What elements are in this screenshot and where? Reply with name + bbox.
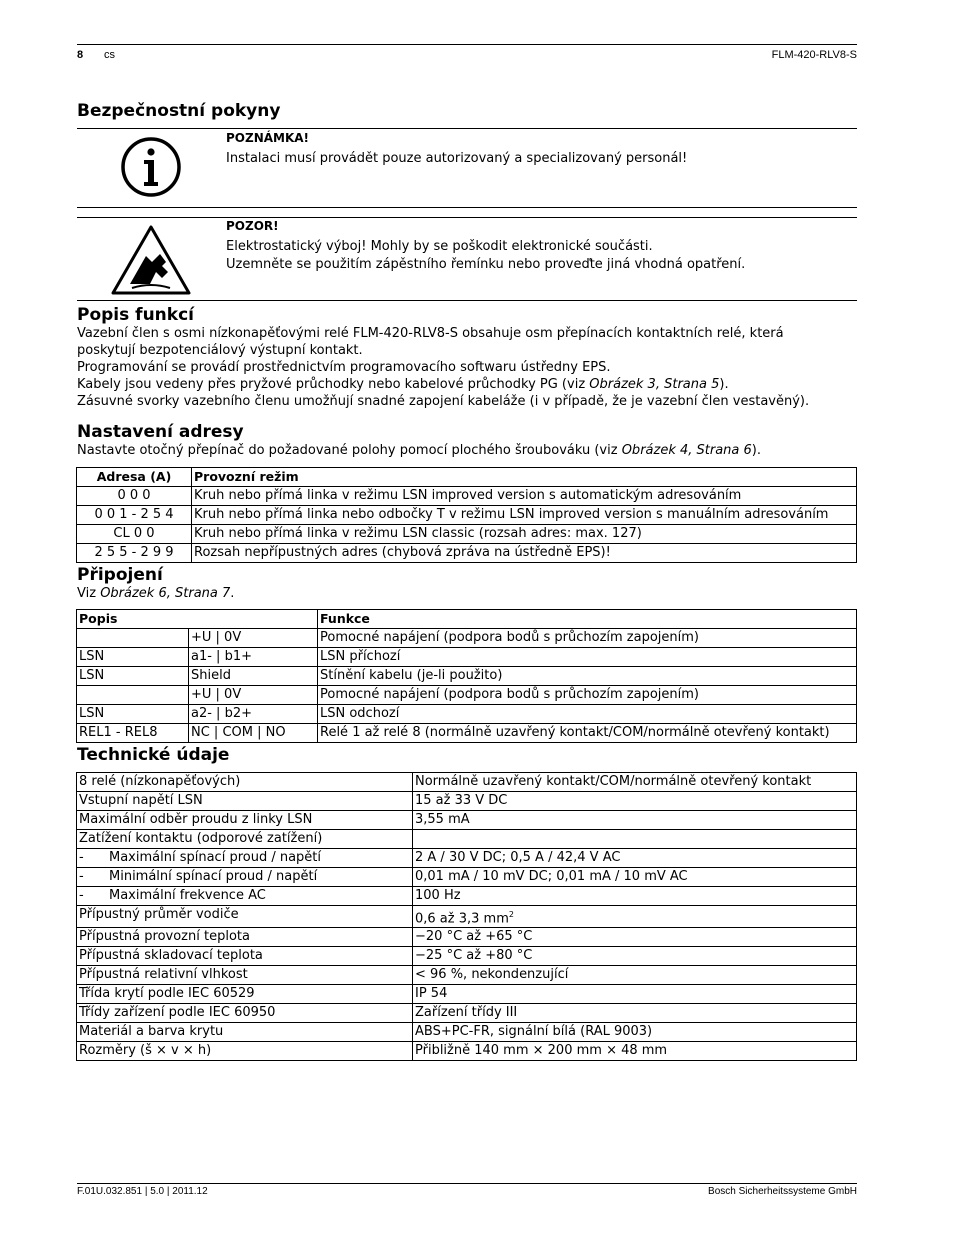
- terminal-function-cell: Pomocné napájení (podpora bodů s průchozím zapojením): [318, 686, 857, 705]
- caution-label: POZOR!: [226, 219, 279, 233]
- figure-4-reference[interactable]: Obrázek 4, Strana 6: [621, 443, 752, 458]
- function-line-4-end: ).: [719, 377, 729, 392]
- table-row: [77, 1023, 857, 1042]
- tech-value-cell: [413, 868, 857, 887]
- table-row: [77, 792, 857, 811]
- table-row: [77, 686, 857, 705]
- list-dash: -: [79, 888, 84, 903]
- table-row: [77, 985, 857, 1004]
- table-row: [77, 724, 857, 743]
- tech-label-cell: [77, 792, 413, 811]
- tech-value: −20 °C až +65 °C: [415, 929, 533, 945]
- tech-value: Přibližně 140 mm × 200 mm × 48 mm: [415, 1043, 668, 1059]
- table-row: [77, 1004, 857, 1023]
- note-label: POZNÁMKA!: [226, 131, 310, 145]
- connection-table-header: [77, 610, 857, 629]
- tech-value: −25 °C až +80 °C: [415, 948, 533, 964]
- tech-label-cell: [77, 928, 413, 947]
- tech-value: 15 až 33 V DC: [415, 793, 508, 808]
- connection-ref-prefix: Viz: [77, 586, 101, 601]
- tech-label-cell: [77, 966, 413, 985]
- terminal-group-cell: LSN: [77, 648, 189, 667]
- table-row: [77, 629, 857, 648]
- tech-value-cell: [413, 811, 857, 830]
- mode-cell: Kruh nebo přímá linka v režimu LSN improved version s automatickým adresováním: [192, 487, 857, 506]
- table-row: [77, 849, 857, 868]
- terminal-group-cell: LSN: [77, 667, 189, 686]
- footer-company: Bosch Sicherheitssysteme GmbH: [708, 1186, 857, 1197]
- tech-label-cell: [77, 849, 413, 868]
- terminal-cell: +U | 0V: [189, 686, 318, 705]
- tech-value: < 96 %, nekondenzující: [415, 967, 569, 983]
- table-row: [77, 667, 857, 686]
- table-row: [77, 868, 857, 887]
- address-heading: Nastavení adresy: [77, 422, 244, 442]
- tech-value-cell: [413, 1042, 857, 1061]
- info-icon: [120, 136, 182, 198]
- table-row: [77, 648, 857, 667]
- address-table-header: [77, 468, 857, 487]
- terminal-cell: +U | 0V: [189, 629, 318, 648]
- caution-line-1: Elektrostatický výboj! Mohly by se poškodit elektronické součásti.: [226, 239, 653, 254]
- tech-label-cell: [77, 887, 413, 906]
- terminal-function-cell: Stínění kabelu (je-li použito): [318, 667, 857, 686]
- terminal-function-cell: LSN odchozí: [318, 705, 857, 724]
- product-code: FLM-420-RLV8-S: [771, 49, 857, 61]
- connection-reference-text: [77, 585, 857, 602]
- mode-col-header: Provozní režim: [192, 468, 857, 487]
- function-col-header: Funkce: [318, 610, 857, 629]
- tech-value: 0,01 mA / 10 mV DC; 0,01 mA / 10 mV AC: [415, 869, 688, 884]
- tech-label: Vstupní napětí LSN: [79, 793, 203, 808]
- tech-label: Přípustný průměr vodiče: [79, 907, 239, 922]
- function-line-4-text: Kabely jsou vedeny přes pryžové průchodky nebo kabelové průchodky PG (viz: [77, 377, 590, 392]
- address-text-end: ).: [751, 443, 762, 458]
- tech-value-cell: [413, 928, 857, 947]
- figure-3-reference[interactable]: Obrázek 3, Strana 5: [589, 377, 720, 392]
- tech-label-cell: [77, 830, 413, 849]
- tech-label-cell: [77, 985, 413, 1004]
- terminal-function-cell: Relé 1 až relé 8 (normálně uzavřený kontakt/COM/normálně otevřený kontakt): [318, 724, 857, 743]
- tech-label-cell: [77, 1023, 413, 1042]
- tech-label-cell: [77, 1042, 413, 1061]
- tech-value: 2 A / 30 V DC; 0,5 A / 42,4 V AC: [415, 850, 621, 865]
- address-text: [77, 442, 857, 459]
- terminal-group-cell: [77, 629, 189, 648]
- tech-value-cell: [413, 830, 857, 849]
- page-number: 8: [77, 49, 84, 61]
- terminal-cell: NC | COM | NO: [189, 724, 318, 743]
- connection-heading: Připojení: [77, 565, 163, 585]
- table-row: [77, 506, 857, 525]
- terminal-function-cell: LSN příchozí: [318, 648, 857, 667]
- terminal-group-cell: [77, 686, 189, 705]
- address-cell: 2 5 5 - 2 9 9: [77, 544, 192, 563]
- table-row: [77, 947, 857, 966]
- tech-label: Přípustná relativní vlhkost: [79, 967, 248, 983]
- function-line-1: Vazební člen s osmi nízkonapěťovými relé FLM-420-RLV8-S obsahuje osm přepínacích kontaktních relé, která: [77, 326, 784, 341]
- description-col-header: Popis: [77, 610, 318, 629]
- language-code: cs: [104, 49, 115, 61]
- table-row: [77, 830, 857, 849]
- function-heading: Popis funkcí: [77, 305, 194, 325]
- address-cell: 0 0 1 - 2 5 4: [77, 506, 192, 525]
- note-bottom-rule: [77, 207, 857, 208]
- terminal-cell: a1- | b1+: [189, 648, 318, 667]
- table-row: [77, 966, 857, 985]
- tech-label: Přípustná skladovací teplota: [79, 948, 263, 964]
- terminal-function-cell: Pomocné napájení (podpora bodů s průchozím zapojením): [318, 629, 857, 648]
- mode-cell: Rozsah nepřípustných adres (chybová zpráva na ústředně EPS)!: [192, 544, 857, 563]
- tech-label-cell: [77, 1004, 413, 1023]
- function-line-4: [77, 376, 857, 393]
- address-cell: 0 0 0: [77, 487, 192, 506]
- tech-label-cell: [77, 947, 413, 966]
- tech-table: [76, 772, 857, 1061]
- address-cell: CL 0 0: [77, 525, 192, 544]
- tech-label-cell: [77, 773, 413, 792]
- mode-cell: Kruh nebo přímá linka nebo odbočky T v režimu LSN improved version s manuálním adresováním: [192, 506, 857, 525]
- terminal-cell: Shield: [189, 667, 318, 686]
- tech-value-cell: [413, 887, 857, 906]
- figure-6-reference[interactable]: Obrázek 6, Strana 7: [100, 586, 231, 601]
- tech-value-cell: [413, 792, 857, 811]
- tech-value-cell: [413, 849, 857, 868]
- table-row: [77, 928, 857, 947]
- tech-label: Materiál a barva krytu: [79, 1024, 224, 1040]
- table-row: [77, 811, 857, 830]
- tech-value-cell: [413, 947, 857, 966]
- tech-label: Rozměry (š × v × h): [79, 1043, 212, 1059]
- note-text: Instalaci musí provádět pouze autorizovaný a specializovaný personál!: [226, 151, 688, 166]
- table-row: [77, 906, 857, 928]
- function-line-5: Zásuvné svorky vazebního členu umožňují snadné zapojení kabeláže (i v případě, že je vazební člen vestavěný).: [77, 394, 810, 409]
- table-row: [77, 525, 857, 544]
- unit-exponent: 2: [508, 910, 514, 919]
- tech-label: Přípustná provozní teplota: [79, 929, 250, 945]
- tech-label-cell: [77, 811, 413, 830]
- terminal-cell: a2- | b2+: [189, 705, 318, 724]
- connection-ref-end: .: [230, 586, 235, 601]
- table-row: [77, 1042, 857, 1061]
- tech-heading: Technické údaje: [77, 745, 230, 765]
- tech-value: 0,6 až 3,3 mm: [415, 911, 509, 927]
- tech-value-cell: [413, 985, 857, 1004]
- tech-value-cell: [413, 1004, 857, 1023]
- tech-label: Maximální frekvence AC: [109, 888, 266, 903]
- address-text-body: Nastavte otočný přepínač do požadované polohy pomocí plochého šroubováku (viz: [77, 443, 622, 458]
- list-dash: -: [79, 850, 84, 865]
- esd-warning-icon: [110, 224, 192, 296]
- tech-label: Zatížení kontaktu (odporové zatížení): [79, 831, 323, 846]
- table-row: [77, 544, 857, 563]
- tech-value: 100 Hz: [415, 888, 461, 903]
- tech-value: ABS+PC-FR, signální bílá (RAL 9003): [415, 1024, 653, 1040]
- caution-line-2: Uzemněte se použitím zápěstního řemínku nebo proveďte jiná vhodná opatření.: [226, 257, 746, 272]
- tech-label: Minimální spínací proud / napětí: [109, 869, 318, 884]
- caution-bottom-rule: [77, 300, 857, 301]
- tech-value: IP 54: [415, 986, 448, 1002]
- table-row: [77, 705, 857, 724]
- terminal-group-cell: LSN: [77, 705, 189, 724]
- footer-rule: [77, 1183, 857, 1184]
- tech-value: 3,55 mA: [415, 812, 470, 827]
- tech-value: Zařízení třídy III: [415, 1005, 518, 1021]
- tech-value-cell: [413, 906, 857, 928]
- function-paragraph: [77, 325, 857, 410]
- table-row: [77, 773, 857, 792]
- tech-value-cell: [413, 966, 857, 985]
- terminal-group-cell: REL1 - REL8: [77, 724, 189, 743]
- list-dash: -: [79, 869, 84, 884]
- address-table: [76, 467, 857, 563]
- tech-value: Normálně uzavřený kontakt/COM/normálně otevřený kontakt: [415, 774, 812, 789]
- address-col-header: Adresa (A): [77, 468, 192, 487]
- connection-table: [76, 609, 857, 743]
- footer-doc-id: F.01U.032.851 | 5.0 | 2011.12: [77, 1186, 208, 1197]
- tech-label-cell: [77, 868, 413, 887]
- tech-label-cell: [77, 906, 413, 928]
- mode-cell: Kruh nebo přímá linka v režimu LSN classic (rozsah adres: max. 127): [192, 525, 857, 544]
- table-row: [77, 887, 857, 906]
- table-row: [77, 487, 857, 506]
- tech-label: Maximální odběr proudu z linky LSN: [79, 812, 313, 827]
- caution-top-rule: [77, 217, 857, 218]
- function-line-2: poskytují bezpotenciálový výstupní kontakt.: [77, 343, 363, 358]
- function-line-3: Programování se provádí prostřednictvím programovacího softwaru ústředny EPS.: [77, 360, 611, 375]
- tech-value-cell: [413, 1023, 857, 1042]
- tech-label: Třídy zařízení podle IEC 60950: [79, 1005, 276, 1021]
- header-top-rule: [77, 44, 857, 45]
- tech-label: Maximální spínací proud / napětí: [109, 850, 322, 865]
- tech-label: Třída krytí podle IEC 60529: [79, 986, 255, 1002]
- tech-value-cell: [413, 773, 857, 792]
- note-top-rule: [77, 128, 857, 129]
- safety-heading: Bezpečnostní pokyny: [77, 101, 281, 121]
- tech-label: 8 relé (nízkonapěťových): [79, 774, 241, 789]
